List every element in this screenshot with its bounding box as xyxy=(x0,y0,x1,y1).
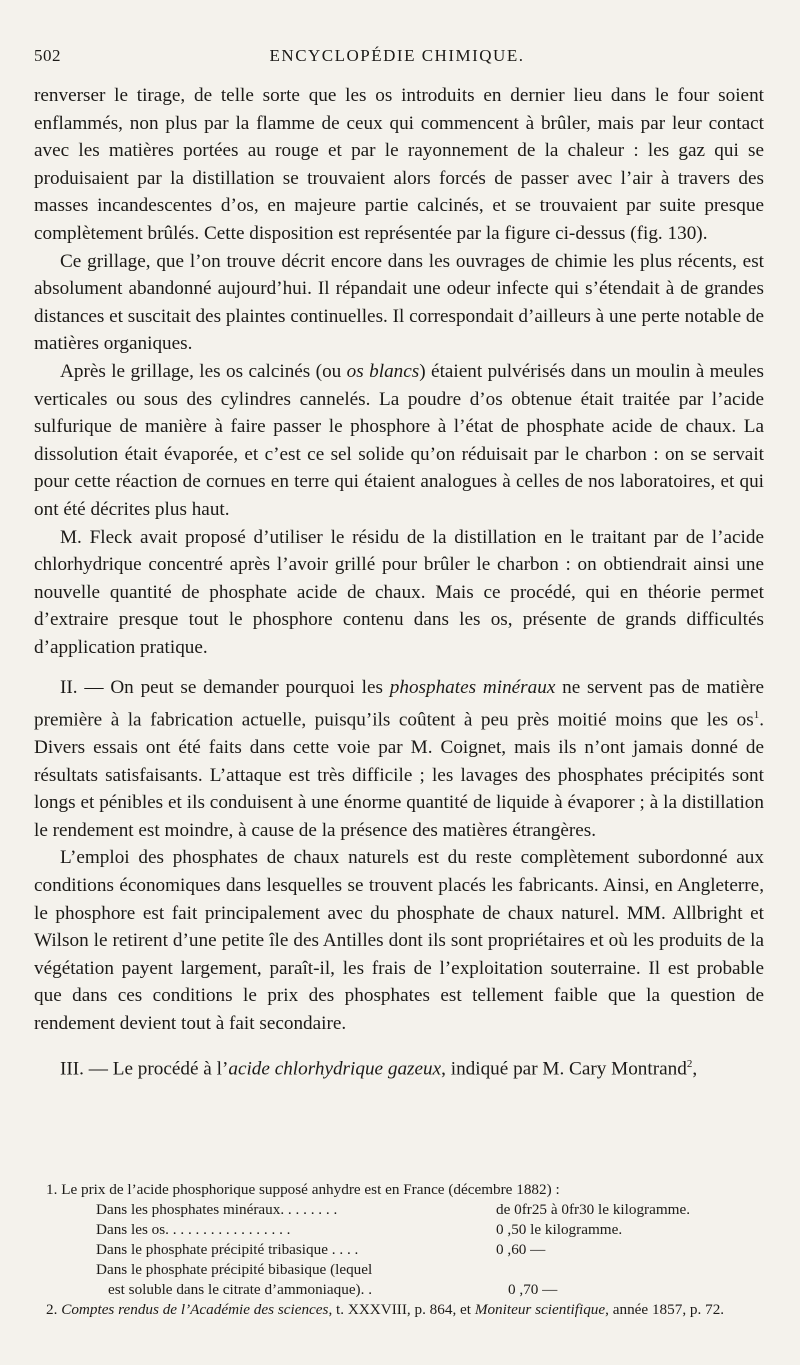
footnote-price-row xyxy=(96,1220,764,1240)
footnote-text: , année 1857, p. 72. xyxy=(605,1301,725,1318)
paragraph-text: , indiqué par M. Cary Montrand xyxy=(441,1057,687,1079)
section-ii-paragraph xyxy=(34,674,764,844)
footnote-ref: 2 xyxy=(686,1057,693,1070)
emphasis: phosphates minéraux xyxy=(389,677,556,699)
running-title: ENCYCLOPÉDIE CHIMIQUE. xyxy=(269,46,525,65)
price-value: de 0fr25 à 0fr30 le kilogramme. xyxy=(496,1201,690,1218)
footnote-ref: 1 xyxy=(753,709,760,722)
paragraph xyxy=(34,844,764,1037)
price-label: Dans le phosphate précipité bibasique (lequel xyxy=(96,1261,373,1278)
paragraph-text: Après le grillage, les os calcinés (ou xyxy=(60,360,347,382)
paragraph-text: ne servent pas de matière première à la fabrication actuelle, puisqu’ils coûtent à peu près moitié moins que les os xyxy=(34,677,765,731)
emphasis: os blancs xyxy=(346,360,420,382)
price-label: Dans le phosphate précipité tribasique . . . . xyxy=(96,1241,359,1258)
paragraph-text: M. Fleck avait proposé d’utiliser le résidu de la distillation en le traitant par de l’acide chlorhydrique concentré après l’avoir grillé pour brûler le charbon : on obtiendrait ainsi une nouvelle quantité de phosphate acide de chaux. Mais ce procédé, qui en théorie permet d’extraire presque tout le phosphore contenu dans les os, présente de grands difficultés d’application pratique. xyxy=(34,526,764,658)
body-text xyxy=(34,82,764,1083)
paragraph-text: Ce grillage, que l’on trouve décrit encore dans les ouvrages de chimie les plus récents, est absolument abandonné aujourd’hui. Il répandait une odeur infecte qui s’étendait à de grandes distances et suscitait des plaintes continuelles. Il correspondait d’ailleurs à une perte notable de matières organiques. xyxy=(34,250,764,355)
section-iii-paragraph xyxy=(34,1051,764,1083)
paragraph-text: . Divers essais ont été faits dans cette voie par M. Coignet, mais ils n’ont jamais donné de résultats satisfaisants. L’attaque est très difficile ; les lavages des phosphates précipités sont longs et pénibles et ils conduisent à une énorme quantité de liquide à évaporer ; à la distillation le rendement est moindre, à cause de la présence des matières étrangères. xyxy=(34,709,764,841)
paragraph: renverser le tirage, de telle sorte que les os introduits en dernier lieu dans le four soient enflammés, non plus par la flamme de ceux qui commencent à brûler, mais par leur contact avec les matières portées au rouge et par le rayonnement de la chaleur : les gaz qui se produisaient par la distillation se trouvaient alors forcés de passer avec l’air à travers des masses incandescentes d’os, en majeure partie calcinés, et se trouvaient par suite presque complètement brûlés. Cette disposition est représentée par la figure ci-dessus (fig. 130). xyxy=(34,85,764,244)
price-label: Dans les os. . . . . . . . . . . . . . . . . xyxy=(96,1221,291,1238)
paragraph-text: , xyxy=(692,1057,698,1079)
paragraph-text: III. — Le procédé à l’ xyxy=(60,1057,229,1079)
footnote-price-row xyxy=(96,1200,764,1220)
footnote-text: , t. XXXVIII, p. 864, et xyxy=(328,1301,475,1318)
price-value: 0 ,60 — xyxy=(496,1241,546,1258)
footnotes xyxy=(34,1180,764,1320)
footnote-price-row xyxy=(96,1240,764,1260)
paragraph xyxy=(34,358,764,524)
page-header xyxy=(34,46,760,74)
footnote-1: 1. Le prix de l’acide phosphorique supposé anhydre est en France (décembre 1882) : xyxy=(46,1181,560,1198)
price-value xyxy=(496,1260,764,1280)
emphasis: acide chlorhydrique gazeux xyxy=(228,1057,442,1079)
price-label: est soluble dans le citrate d’ammoniaque). . xyxy=(108,1281,373,1298)
footnote-number: 2. xyxy=(46,1301,62,1318)
paragraph xyxy=(34,524,764,662)
footnote-price-row xyxy=(96,1260,764,1280)
paragraph-text: II. — On peut se demander pourquoi les xyxy=(60,677,390,699)
footnote-price-row xyxy=(96,1280,764,1300)
citation-title: Moniteur scientifique xyxy=(474,1301,606,1318)
footnote-2 xyxy=(34,1300,764,1320)
price-label: Dans les phosphates minéraux. . . . . . . . xyxy=(96,1201,338,1218)
page-number: 502 xyxy=(34,46,61,65)
paragraph-text: ) étaient pulvérisés dans un moulin à meules verticales ou sous des cylindres cannelés. La poudre d’os obtenue était traitée par l’acide sulfurique de manière à faire passer le phosphore à l’état de phosphate acide de chaux. La dissolution était évaporée, et c’est ce sel solide qu’on réduisait par le charbon : on se servait pour cette réaction de cornues en terre qui étaient analogues à celles de nos laboratoires, et qui ont été décrites plus haut. xyxy=(34,360,765,520)
citation-title: Comptes rendus de l’Académie des sciences xyxy=(61,1301,329,1318)
price-value: 0 ,50 le kilogramme. xyxy=(496,1221,623,1238)
paragraph-text: L’emploi des phosphates de chaux naturels est du reste complètement subordonné aux conditions économiques dans lesquelles se trouvent placés les fabricants. Ainsi, en Angleterre, le phosphore est fait principalement avec du phosphate de chaux naturel. MM. Allbright et Wilson le retirent d’une petite île des Antilles dont ils sont propriétaires et où les produits de la végétation payent largement, paraît-il, les frais de l’exploitation souterraine. Il est probable que dans ces conditions le prix des phosphates est tellement faible que la question de rendement devient tout à fait secondaire. xyxy=(34,847,764,1034)
paragraph xyxy=(34,248,764,358)
price-value: 0 ,70 — xyxy=(508,1281,558,1298)
